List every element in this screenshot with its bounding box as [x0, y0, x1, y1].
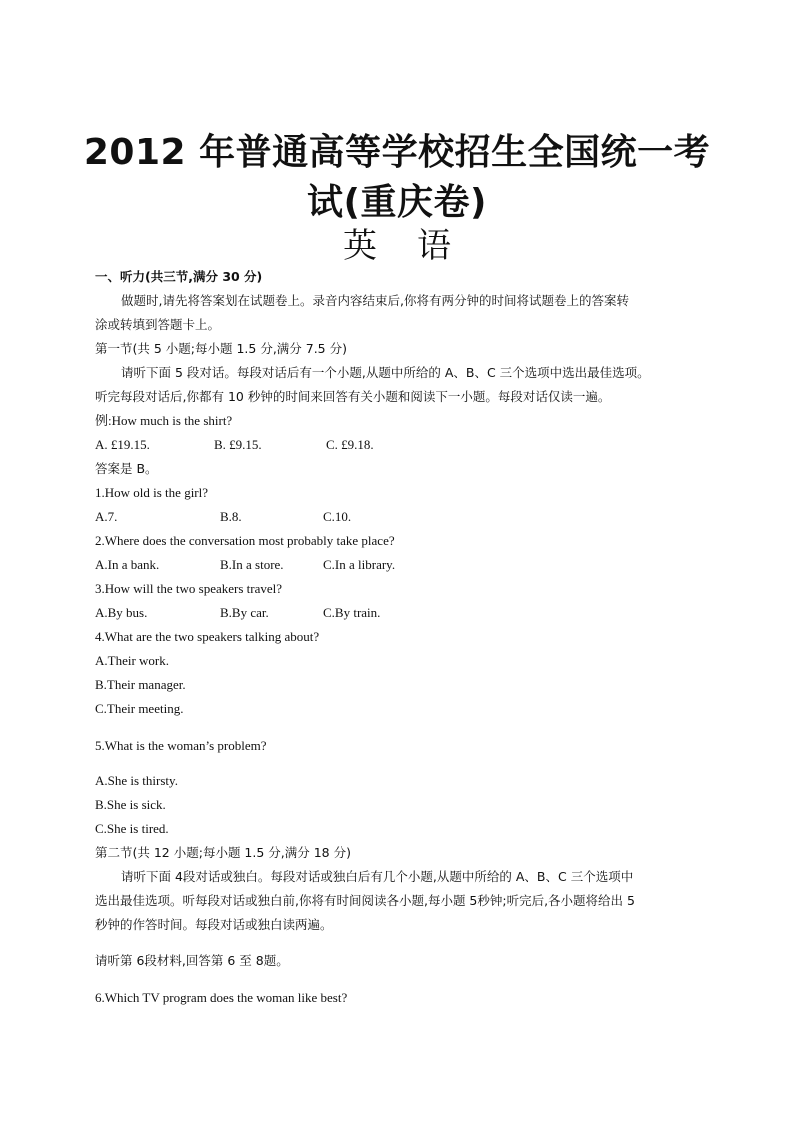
- q2-option-b: B.In a store.: [220, 557, 284, 572]
- section1-heading: 第一节(共 5 小题;每小题 1.5 分,满分 7.5 分): [95, 341, 347, 356]
- question-6: 6.Which TV program does the woman like best?: [95, 990, 348, 1005]
- section2-instruction-line2: 选出最佳选项。听每段对话或独白前,你将有时间阅读各小题,每小题 5秒钟;听完后,各小题将给出 5: [95, 893, 635, 908]
- q2-option-a: A.In a bank.: [95, 557, 160, 572]
- question-2: 2.Where does the conversation most probably take place?: [95, 533, 395, 548]
- exam-title-line2: 试(重庆卷): [307, 182, 487, 223]
- question-1: 1.How old is the girl?: [95, 485, 209, 500]
- q4-option-a: A.Their work.: [95, 653, 170, 668]
- q1-option-a: A.7.: [95, 509, 118, 524]
- section1-instruction-line2: 听完每段对话后,你都有 10 秒钟的时间来回答有关小题和阅读下一小题。每段对话仅读一遍。: [95, 389, 611, 404]
- section2-instruction-line1: 请听下面 4段对话或独白。每段对话或独白后有几个小题,从题中所给的 A、B、C 三个选项中: [121, 869, 634, 884]
- part1-heading: 一、听力(共三节,满分 30 分): [95, 269, 263, 284]
- question-5: 5.What is the woman’s problem?: [95, 738, 267, 753]
- part1-instruction-line2: 涂或转填到答题卡上。: [95, 317, 221, 332]
- material-note: 请听第 6段材料,回答第 6 至 8题。: [95, 953, 289, 968]
- q1-option-b: B.8.: [220, 509, 242, 524]
- subject-title: 英语: [343, 226, 491, 266]
- q5-option-c: C.She is tired.: [95, 821, 169, 836]
- q5-option-a: A.She is thirsty.: [95, 773, 178, 788]
- section1-instruction-line1: 请听下面 5 段对话。每段对话后有一个小题,从题中所给的 A、B、C 三个选项中选出最佳选项。: [121, 365, 650, 380]
- q3-option-b: B.By car.: [220, 605, 269, 620]
- question-4: 4.What are the two speakers talking about?: [95, 629, 320, 644]
- example-answer: 答案是 B。: [95, 461, 158, 476]
- q5-option-b: B.She is sick.: [95, 797, 166, 812]
- q4-option-c: C.Their meeting.: [95, 701, 184, 716]
- exam-title-line1: 2012 年普通高等学校招生全国统一考: [83, 132, 711, 173]
- q3-option-a: A.By bus.: [95, 605, 148, 620]
- q3-option-c: C.By train.: [323, 605, 381, 620]
- q2-option-c: C.In a library.: [323, 557, 396, 572]
- example-option-a: A. £19.15.: [95, 437, 150, 452]
- example-question: 例:How much is the shirt?: [95, 413, 233, 428]
- question-3: 3.How will the two speakers travel?: [95, 581, 283, 596]
- q1-option-c: C.10.: [323, 509, 352, 524]
- example-option-c: C. £9.18.: [326, 437, 374, 452]
- section2-heading: 第二节(共 12 小题;每小题 1.5 分,满分 18 分): [95, 845, 351, 860]
- example-option-b: B. £9.15.: [214, 437, 262, 452]
- q4-option-b: B.Their manager.: [95, 677, 186, 692]
- section2-instruction-line3: 秒钟的作答时间。每段对话或独白读两遍。: [95, 917, 333, 932]
- part1-instruction-line1: 做题时,请先将答案划在试题卷上。录音内容结束后,你将有两分钟的时间将试题卷上的答案转: [121, 293, 629, 308]
